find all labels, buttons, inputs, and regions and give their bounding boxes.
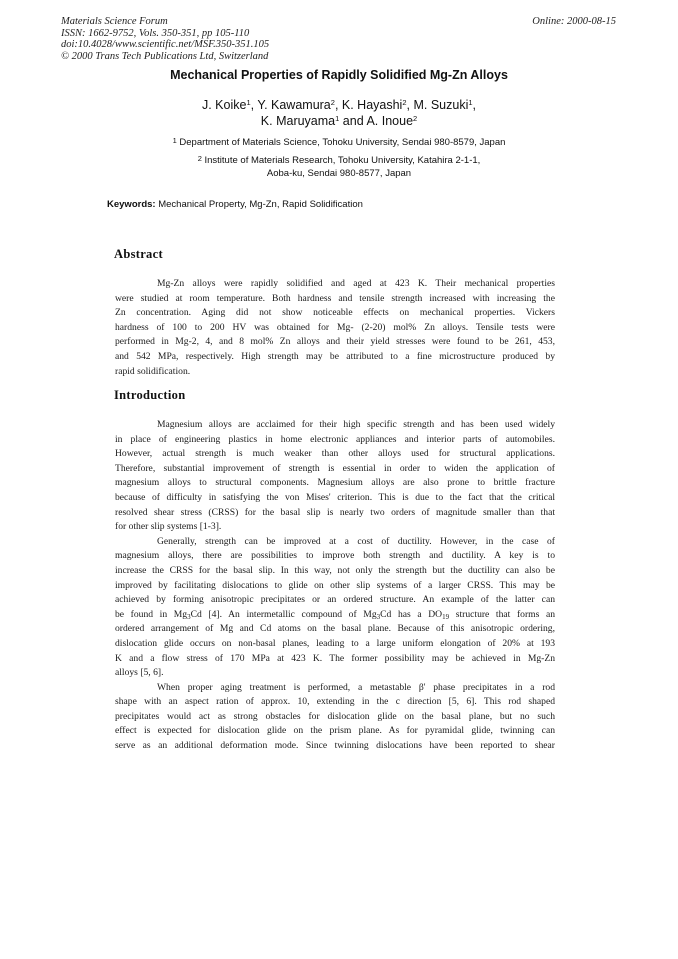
keywords-text: Mechanical Property, Mg-Zn, Rapid Solidification (158, 199, 363, 210)
keywords (107, 199, 363, 210)
issn-line: ISSN: 1662-9752, Vols. 350-351, pp 105-110 (61, 27, 250, 39)
journal-header (61, 16, 269, 62)
paper-title: Mechanical Properties of Rapidly Solidified Mg-Zn Alloys (170, 68, 508, 82)
keywords-label: Keywords: (107, 199, 156, 210)
doi-line: doi:10.4028/www.scientific.net/MSF.350-351.105 (61, 39, 270, 50)
affiliation-1: $^1$ Department of Materials Science, Tohoku University, Sendai 980-8579, Japan (172, 136, 506, 148)
abstract-heading: Abstract (114, 247, 163, 261)
abstract-body: Mg-Zn alloys were rapidly solidified and aged at 423 K. Their mechanical properties were studied at room temperature. Both hardness and tensile strength increased with increasing the Zn concentration. Aging did not show noticeable effects on mechanical properties. Vickers hardness of 100 to 200 HV was obtained for Mg- (2-20) mol% Zn alloys. Tensile tests were performed in Mg-2, 4, and 8 mol% Zn alloys and their yield stresses were found to be 261, 453, and 542 MPa, respectively. High strength may be attributed to a fine microstructure produced by rapid solidification. (115, 278, 555, 377)
affiliation-2: $^2$ Institute of Materials Research, Tohoku University, Katahira 2-1-1, Aoba-ku, Sendai 980-8577, Japan (197, 154, 481, 179)
introduction-heading: Introduction (114, 388, 186, 402)
journal-name: Materials Science Forum (61, 16, 168, 27)
online-date: Online: 2000-08-15 (532, 16, 616, 27)
introduction-body: Magnesium alloys are acclaimed for their high specific strength and has been used widely in place of engineering plastics in home electronic appliances and interior parts of automobiles. However, actual strength is much weaker than other alloys used for structural applications. Therefore, substantial improvement of strength is essential in order to widen the application of magnesium alloys to structural components. Magnesium alloys are also prone to brittle fracture because of difficulty in satisfying the von Mises' criterion. This is due to the fact that the critical resolved shear stress (CRSS) for the basal slip is nearly two orders of magnitude smaller than that for other slip systems [1-3]. Generally, strength can be improved at a cost of ductility. However, in the case of magnesium alloys, there are possibilities to improve both strength and ductility. A key is to increase the CRSS for the basal slip. In this way, not only the strength but the ductility can also be improved by facilitating dislocations to glide on other slip systems of a larger CRSS. This may be achieved by forming anisotropic precipitates or an ordered structure. An example of the latter can be found in $Mg_3Cd$ [4]. An intermetallic compound of $Mg_3Cd$ has a $DO_{19}$ structure that forms an ordered arrangement of Mg and Cd atoms on the basal plane. Because of this anisotropic ordering, dislocation glide occurs on non-basal planes, leading to a large uniform elongation of 20% at 193 K and a flow stress of 170 MPa at 423 K. The former possibility may be achieved in Mg-Zn alloys [5, 6]. When proper aging treatment is performed, a metastable β' phase precipitates in a rod shape with an aspect ration of approx. 10, extending in the c direction [5, 6]. This rod shaped precipitates would act as strong obstacles for dislocation glide on the basal plane, but no such effect is expected for dislocation glide on the prism plane. As for pyramidal glide, twinning can serve as an additional deformation mode. Since twinning dislocations have been reported to shear (115, 419, 556, 752)
author-list: J. Koike$^1$, Y. Kawamura$^2$, K. Hayashi$^2$, M. Suzuki$^1$, K. Maruyama$^1$ and A. Inoue$^2$ (201, 98, 477, 128)
copyright-line: © 2000 Trans Tech Publications Ltd, Switzerland (61, 50, 269, 62)
